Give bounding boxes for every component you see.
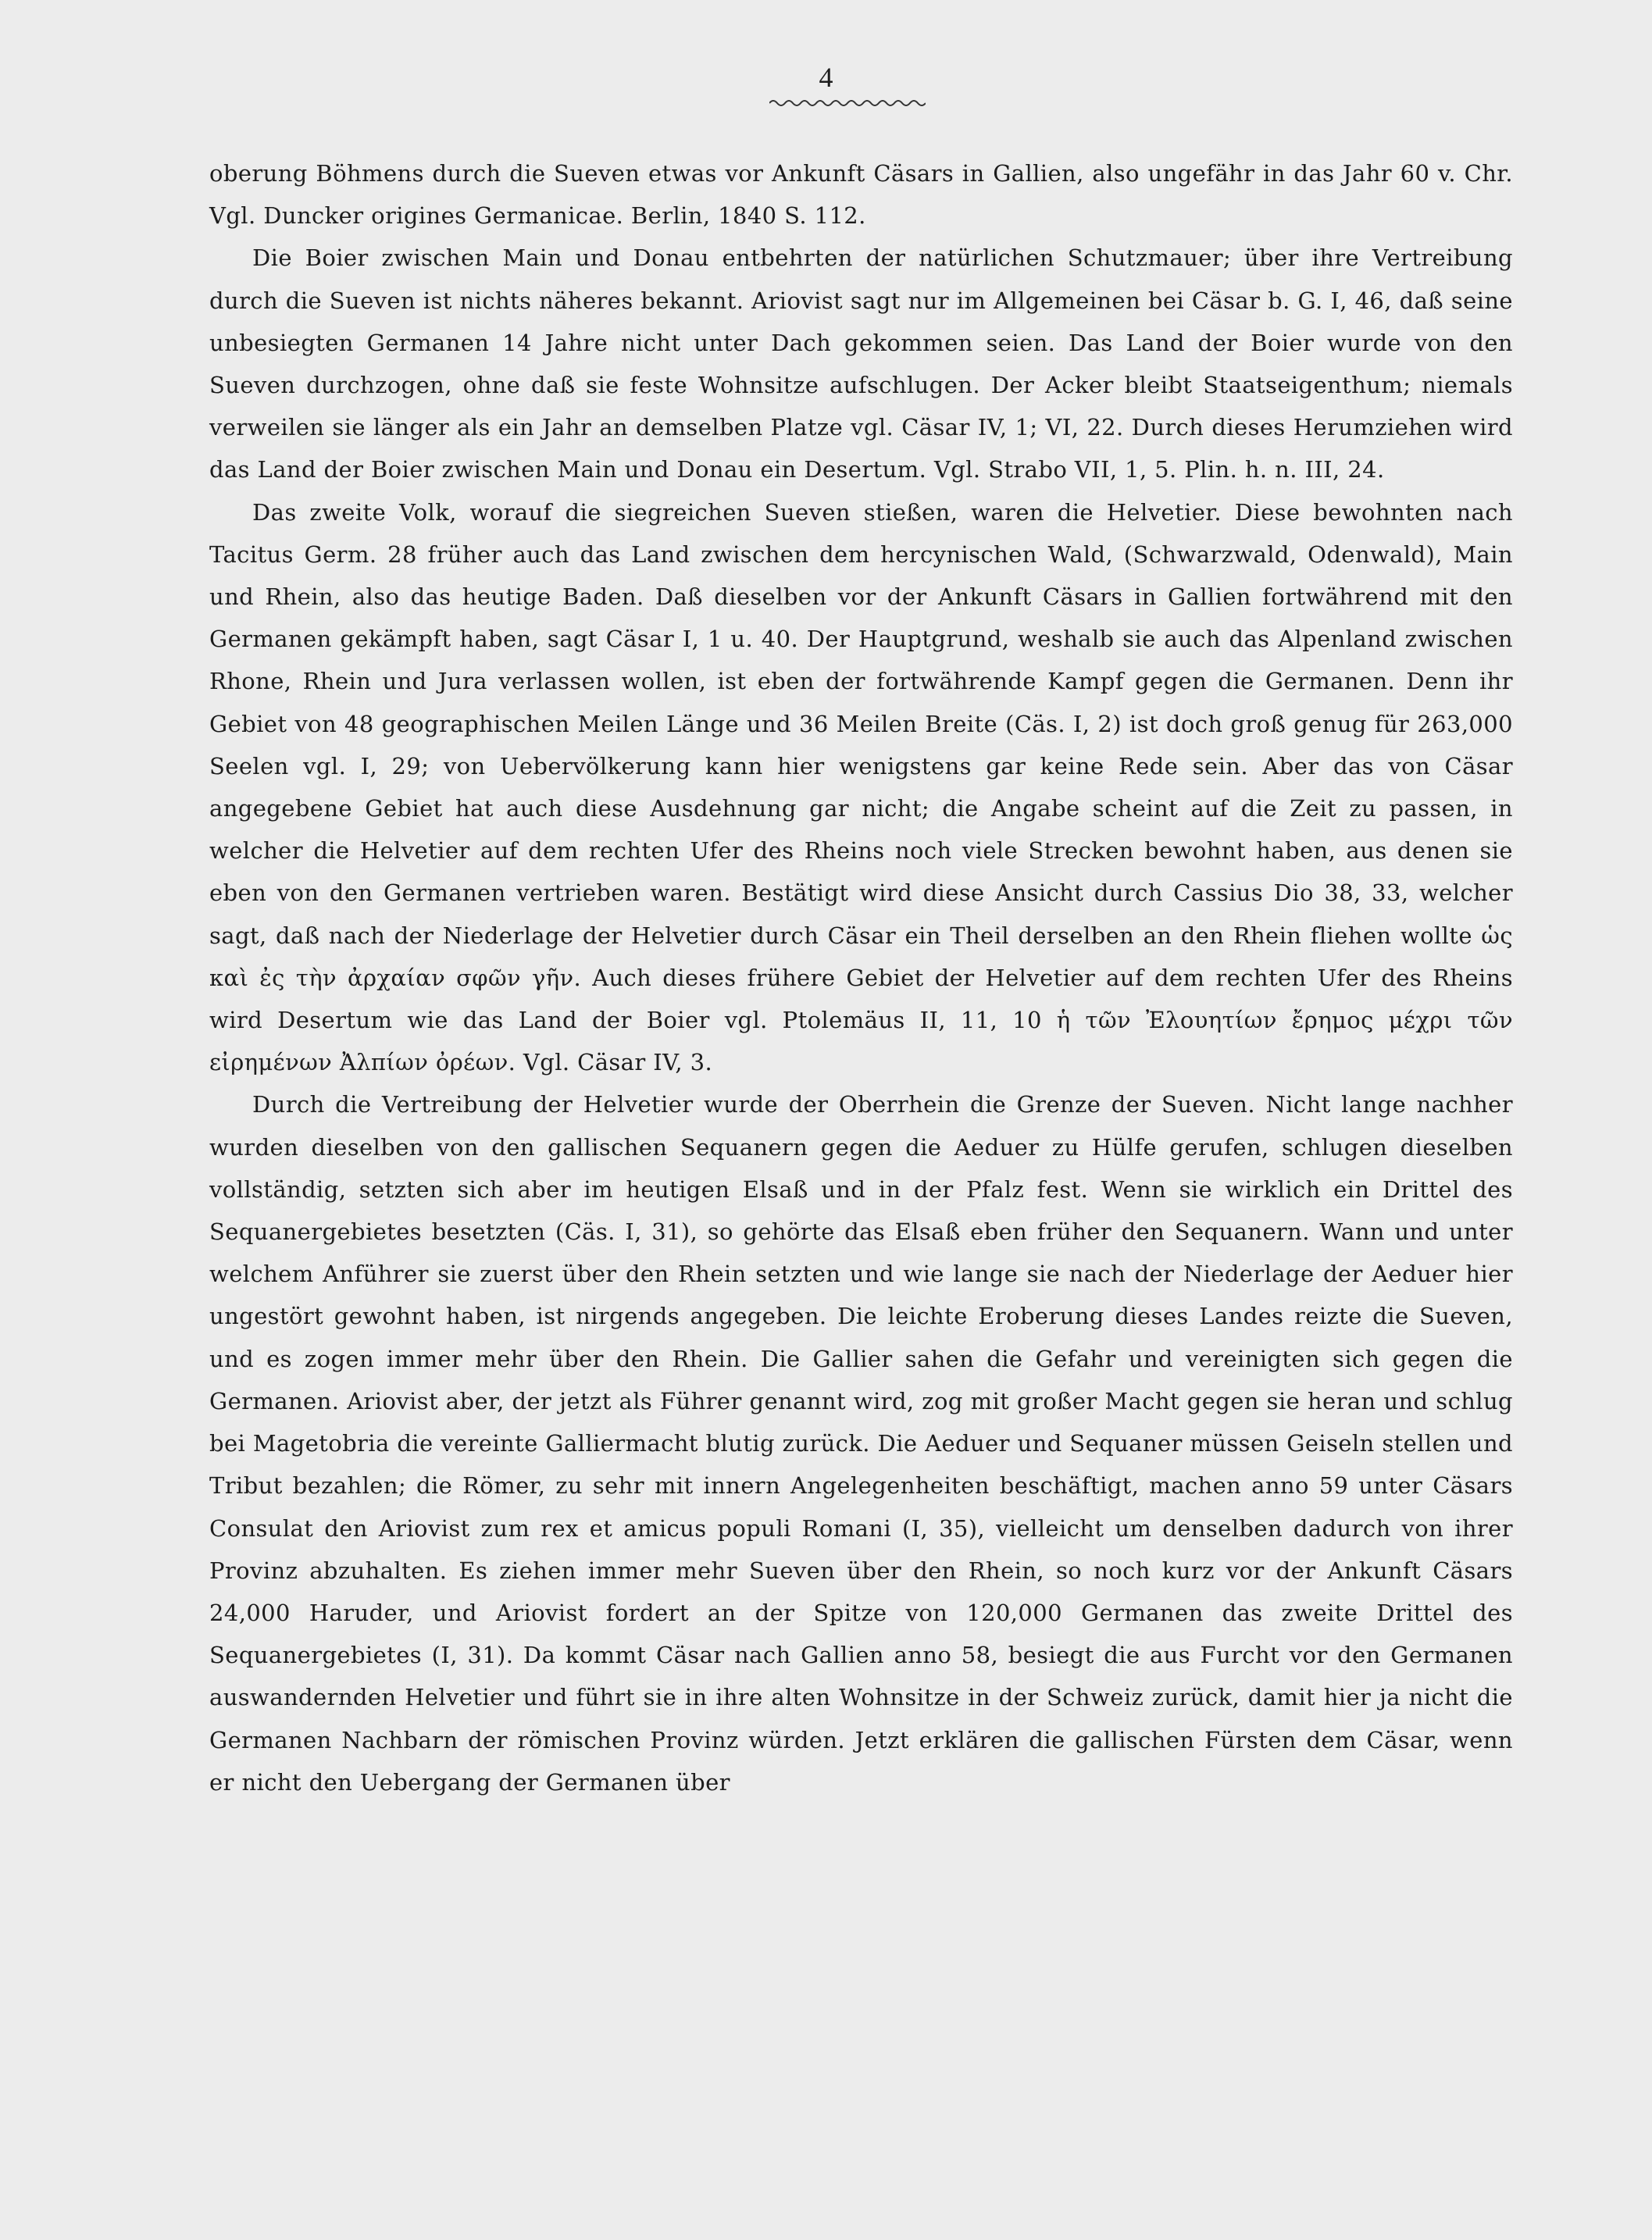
wavy-rule-ornament <box>769 97 926 109</box>
page-number: 4 <box>819 62 833 93</box>
body-text <box>209 152 1513 1803</box>
paragraph-helvetier: Das zweite Volk, worauf die siegreichen Sueven stießen, waren die Helvetier. Diese bewohnten nach Tacitus Germ. 28 früher auch das Land zwischen dem hercynischen Wald, (Schwarzwald, Odenwald), Main und Rhein, also das heutige Baden. Daß dieselben vor der Ankunft Cäsars in Gallien fortwährend mit den Germanen gekämpft haben, sagt Cäsar I, 1 u. 40. Der Hauptgrund, weshalb sie auch das Alpenland zwischen Rhone, Rhein und Jura verlassen wollen, ist eben der fortwährende Kampf gegen die Germanen. Denn ihr Gebiet von 48 geographischen Meilen Länge und 36 Meilen Breite (Cäs. I, 2) ist doch groß genug für 263,000 Seelen vgl. I, 29; von Uebervölkerung kann hier wenigstens gar keine Rede sein. Aber das von Cäsar angegebene Gebiet hat auch diese Ausdehnung gar nicht; die Angabe scheint auf die Zeit zu passen, in welcher die Helvetier auf dem rechten Ufer des Rheins noch viele Strecken bewohnt haben, aus denen sie eben von den Germanen vertrieben waren. Bestätigt wird diese Ansicht durch Cassius Dio 38, 33, welcher sagt, daß nach der Niederlage der Helvetier durch Cäsar ein Theil derselben an den Rhein fliehen wollte ὡς καὶ ἐς τὴν ἀρχαίαν σφῶν γῆν. Auch dieses frühere Gebiet der Helvetier auf dem rechten Ufer des Rheins wird Desertum wie das Land der Boier vgl. Ptolemäus II, 11, 10 ἡ τῶν Ἐλουητίων ἔρημος μέχρι τῶν εἰρημένων Ἀλπίων ὀρέων. Vgl. Cäsar IV, 3. <box>209 498 1513 1076</box>
paragraph-boier: Die Boier zwischen Main und Donau entbehrten der natürlichen Schutzmauer; über ihre Vertreibung durch die Sueven ist nichts näheres bekannt. Ariovist sagt nur im Allgemeinen bei Cäsar b. G. I, 46, daß seine unbesiegten Germanen 14 Jahre nicht unter Dach gekommen seien. Das Land der Boier wurde von den Sueven durchzogen, ohne daß sie feste Wohnsitze aufschlugen. Der Acker bleibt Staatseigenthum; niemals verweilen sie länger als ein Jahr an demselben Platze vgl. Cäsar IV, 1; VI, 22. Durch dieses Herumziehen wird das Land der Boier zwischen Main und Donau ein Desertum. Vgl. Strabo VII, 1, 5. Plin. h. n. III, 24. <box>209 244 1513 483</box>
paragraph-continuation: oberung Böhmens durch die Sueven etwas vor Ankunft Cäsars in Gallien, also ungefähr in das Jahr 60 v. Chr. Vgl. Duncker origines Germanicae. Berlin, 1840 S. 112. <box>209 160 1513 230</box>
paragraph-oberrhein: Durch die Vertreibung der Helvetier wurde der Oberrhein die Grenze der Sueven. Nicht lange nachher wurden dieselben von den gallischen Sequanern gegen die Aeduer zu Hülfe gerufen, schlugen dieselben vollständig, setzten sich aber im heutigen Elsaß und in der Pfalz fest. Wenn sie wirklich ein Drittel des Sequanergebietes besetzten (Cäs. I, 31), so gehörte das Elsaß eben früher den Sequanern. Wann und unter welchem Anführer sie zuerst über den Rhein setzten und wie lange sie nach der Niederlage der Aeduer hier ungestört gewohnt haben, ist nirgends angegeben. Die leichte Eroberung dieses Landes reizte die Sueven, und es zogen immer mehr über den Rhein. Die Gallier sahen die Gefahr und vereinigten sich gegen die Germanen. Ariovist aber, der jetzt als Führer genannt wird, zog mit großer Macht gegen sie heran und schlug bei Magetobria die vereinte Galliermacht blutig zurück. Die Aeduer und Sequaner müssen Geiseln stellen und Tribut bezahlen; die Römer, zu sehr mit innern Angelegenheiten beschäftigt, machen anno 59 unter Cäsars Consulat den Ariovist zum rex et amicus populi Romani (I, 35), vielleicht um denselben dadurch von ihrer Provinz abzuhalten. Es ziehen immer mehr Sueven über den Rhein, so noch kurz vor der Ankunft Cäsars 24,000 Haruder, und Ariovist fordert an der Spitze von 120,000 Germanen das zweite Drittel des Sequanergebietes (I, 31). Da kommt Cäsar nach Gallien anno 58, besiegt die aus Furcht vor den Germanen auswandernden Helvetier und führt sie in ihre alten Wohnsitze in der Schweiz zurück, damit hier ja nicht die Germanen Nachbarn der römischen Provinz würden. Jetzt erklären die gallischen Fürsten dem Cäsar, wenn er nicht den Uebergang der Germanen über <box>209 1091 1513 1796</box>
